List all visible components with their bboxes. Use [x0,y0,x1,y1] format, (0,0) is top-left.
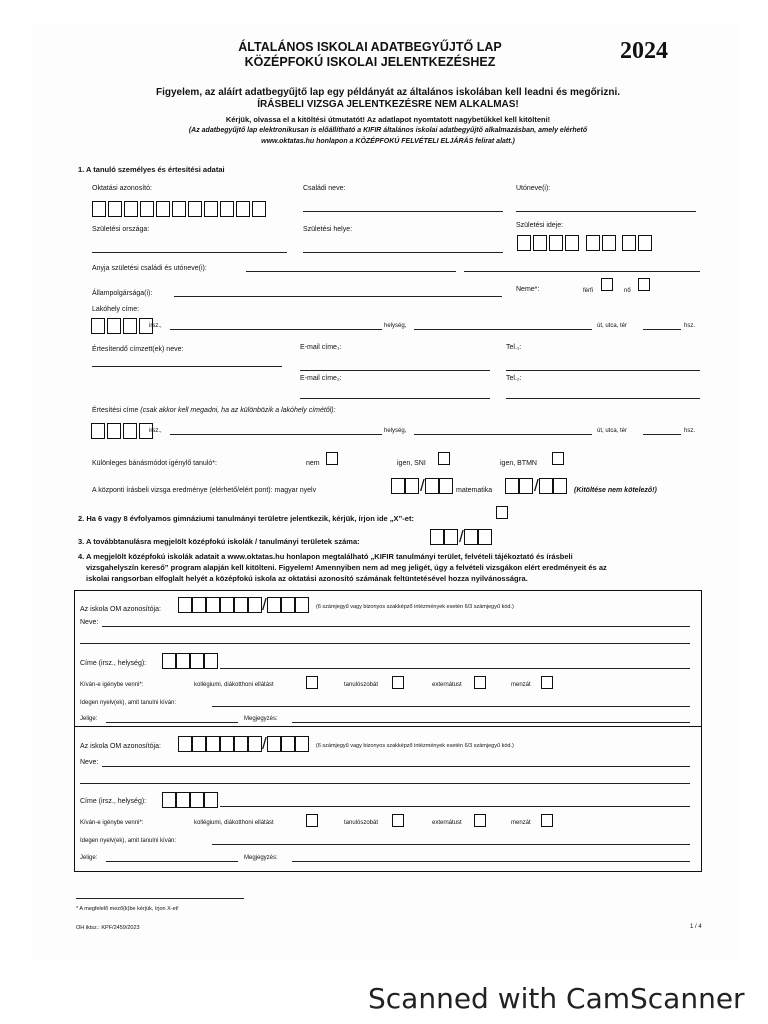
digit-box[interactable] [439,478,453,494]
ertesitesi-helyseg-field[interactable] [170,434,382,435]
digit-box[interactable] [267,736,281,752]
label-igen-sni: igen, SNI [397,460,426,467]
digit-box[interactable] [281,736,295,752]
school1-jelige-field[interactable] [106,722,238,723]
szuletesi-ideje-month[interactable] [586,235,616,251]
digit-box[interactable] [190,653,204,669]
school2-kollegium-checkbox[interactable] [306,814,318,827]
digit-box[interactable] [123,318,137,334]
digit-box[interactable] [162,653,176,669]
label-ertesitesi-cime [92,407,336,414]
ertesitesi-cime-note: (csak akkor kell megadni, ha az különbözik a lakóhely címétől): [140,407,336,414]
school1-tanuloszoba-checkbox[interactable] [392,676,404,689]
school2-helyseg-field[interactable] [220,806,690,807]
digit-box[interactable] [430,529,444,545]
digit-box[interactable] [204,201,218,217]
digit-box[interactable] [539,478,553,494]
warning-line1: Figyelem, az aláírt adatbegyűjtő lap egy példányát az általános iskolában kell leadni és megőrizni. [155,87,621,98]
digit-box[interactable] [252,201,266,217]
school2-idegen-label: Idegen nyelv(ek), amit tanulni kíván: [80,838,177,844]
digit-box[interactable] [505,478,519,494]
kitoltese-note: (Kitöltése nem kötelező!) [574,487,657,494]
digit-box[interactable] [234,736,248,752]
digit-box[interactable] [220,736,234,752]
digit-box[interactable] [549,235,563,251]
label-oktatasi-azonosito: Oktatási azonosító: [92,185,152,192]
digit-box[interactable] [123,423,137,439]
digit-box[interactable] [91,318,105,334]
digit-box[interactable] [464,529,478,545]
school2-idegen-field[interactable] [212,844,690,845]
matek-elert-boxes[interactable] [539,478,567,494]
label-kozponti: A központi írásbeli vizsga eredménye (elérhető/elért pont): magyar nyelv [92,487,317,494]
label-igen-btmn: igen, BTMN [500,460,537,467]
school1-menza-label: menzát [511,682,531,688]
electronic-note: (Az adatbegyűjtő lap elektronikusan is előállítható a KIFIR általános iskolai adatbegyűjtő alkalmazásban, amely elérhető [188,127,588,134]
camscanner-watermark: Scanned with CamScanner [368,982,745,1015]
section3-text: 3. A továbbtanulásra megjelölt középfokú iskolák / tanulmányi területek száma: [78,537,360,546]
school1-megjegyzes-label: Megjegyzés: [244,716,278,722]
label-no: nő [624,288,631,294]
school1-kollegium-label: kollégiumi, diákotthoni ellátást [194,682,274,688]
digit-box[interactable] [162,792,176,808]
document-id: OH iktsz.: KPF/2459/2023 [76,925,140,931]
school1-neve-label: Neve: [80,619,99,626]
digit-box[interactable] [295,736,309,752]
digit-box[interactable] [236,201,250,217]
igen-btmn-checkbox[interactable] [552,452,564,465]
label-irsz: irsz., [149,323,162,329]
instruction-note: Kérjük, olvassa el a kitöltési útmutatót! Az adatlapot nyomtatott nagybetűkkel kell kitölteni! [225,115,551,124]
school1-irsz-boxes[interactable] [162,653,218,669]
anyja-csaladi-field[interactable] [246,271,456,272]
school1-om-note: (6 számjegyű vagy bizonyos szakképző intézmények esetén 6/3 számjegyű kód.) [316,604,514,610]
school1-megjegyzes-field[interactable] [292,722,690,723]
school2-kollegium-label: kollégiumi, diákotthoni ellátást [194,820,274,826]
label-email1: E-mail címe₁: [300,344,342,351]
digit-box[interactable] [107,423,121,439]
gimnazium-checkbox[interactable] [496,506,508,519]
csaladi-neve-field[interactable] [303,211,503,212]
szuletesi-helye-field[interactable] [303,252,503,253]
no-checkbox[interactable] [638,278,650,291]
ertesitesi-utca-field[interactable] [414,434,592,435]
school2-neve-label: Neve: [80,759,99,766]
label-hsz: hsz. [684,323,696,329]
slash-separator: / [262,595,267,614]
school-table-frame [74,590,702,872]
digit-box[interactable] [622,235,636,251]
school2-kivan-label: Kíván-e igénybe venni*: [80,820,144,826]
lakohely-irsz-boxes[interactable] [91,318,153,334]
warning-line2: ÍRÁSBELI VIZSGA JELENTKEZÉSRE NEM ALKALMAS! [257,99,519,110]
igen-sni-checkbox[interactable] [438,452,450,465]
label-hsz-2: hsz. [684,428,696,434]
tel2-field[interactable] [506,398,700,399]
label-csaladi-neve: Családi neve: [303,185,346,192]
school2-neve-field-2[interactable] [80,783,690,784]
digit-box[interactable] [204,653,218,669]
slash-separator: / [420,476,425,495]
digit-box[interactable] [192,736,206,752]
digit-box[interactable] [107,318,121,334]
school2-tanuloszoba-label: tanulószobát [344,820,379,826]
school-separator [74,726,702,727]
ertesitesi-hsz-field[interactable] [643,434,681,435]
magyar-elert-boxes[interactable] [425,478,453,494]
digit-box[interactable] [172,201,186,217]
school2-jelige-label: Jelige: [80,855,98,861]
label-allampolgarsaga: Állampolgársága(i): [92,290,153,297]
digit-box[interactable] [92,201,106,217]
school1-externatus-checkbox[interactable] [474,676,486,689]
school1-helyseg-field[interactable] [220,668,690,669]
form-title-line1: ÁLTALÁNOS ISKOLAI ADATBEGYŰJTŐ LAP [238,40,502,54]
szuletesi-ideje-year[interactable] [517,235,579,251]
electronic-note-url: www.oktatas.hu honlapon a KÖZÉPFOKÚ FELVÉTELI ELJÁRÁS felirat alatt.) [261,138,515,145]
slash-separator: / [262,734,267,753]
digit-box[interactable] [602,235,616,251]
anyja-utoneve-field[interactable] [464,271,700,272]
footnote-text: * A megfelelő mező(k)be kérjük, írjon X-et! [76,906,179,912]
school2-irsz-boxes[interactable] [162,792,218,808]
digit-box[interactable] [176,792,190,808]
label-ferfi: férfi [583,288,594,294]
school1-om-label: Az iskola OM azonosítója: [80,606,161,613]
label-lakohely: Lakóhely címe: [92,306,140,313]
digit-box[interactable] [533,235,547,251]
school1-externatus-label: externátust [432,682,462,688]
digit-box[interactable] [553,478,567,494]
slash-separator: / [459,527,464,546]
digit-box[interactable] [220,201,234,217]
school1-neve-field[interactable] [102,626,690,627]
school2-om-label: Az iskola OM azonosítója: [80,743,161,750]
szuletesi-ideje-day[interactable] [622,235,652,251]
label-ut-utca-ter-2: út, utca, tér [597,428,628,434]
digit-box[interactable] [140,201,154,217]
school1-idegen-label: Idegen nyelv(ek), amit tanulni kíván: [80,700,177,706]
digit-box[interactable] [248,597,262,613]
digit-box[interactable] [281,597,295,613]
email1-field[interactable] [300,370,490,371]
ertesitendo-field[interactable] [92,366,282,367]
school2-externatus-checkbox[interactable] [474,814,486,827]
school1-neve-field-2[interactable] [80,643,690,644]
digit-box[interactable] [156,201,170,217]
label-tel1: Tel.₁: [506,344,522,351]
label-szuletesi-ideje: Születési ideje: [516,222,564,229]
label-nem: nem [306,460,320,467]
szuletesi-orszaga-field[interactable] [92,252,287,253]
school2-menza-label: menzát [511,820,531,826]
digit-box[interactable] [124,201,138,217]
school2-om-boxes[interactable] [178,736,262,752]
school2-externatus-label: externátust [432,820,462,826]
school1-kivan-label: Kíván-e igénybe venni*: [80,682,144,688]
label-email2: E-mail címe₂: [300,375,342,382]
label-ertesitendo: Értesítendő címzett(ek) neve: [92,346,184,353]
digit-box[interactable] [108,201,122,217]
label-matematika: matematika [456,487,493,494]
tel1-field[interactable] [506,370,700,371]
teruletek-szama-boxes[interactable] [464,529,492,545]
school2-tanuloszoba-checkbox[interactable] [392,814,404,827]
school1-idegen-field[interactable] [212,706,690,707]
digit-box[interactable] [220,597,234,613]
digit-box[interactable] [188,201,202,217]
school2-om-suffix-boxes[interactable] [267,736,309,752]
label-szuletesi-orszaga: Születési országa: [92,226,150,233]
digit-box[interactable] [638,235,652,251]
section1-heading: 1. A tanuló személyes és értesítési adatai [78,165,225,174]
digit-box[interactable] [192,597,206,613]
footnote-rule [76,898,244,899]
digit-box[interactable] [295,597,309,613]
school1-cime-label: Címe (irsz., helység): [80,660,147,667]
lakohely-field[interactable] [170,329,382,330]
digit-box[interactable] [478,529,492,545]
label-neme: Neme*: [516,286,540,293]
digit-box[interactable] [190,792,204,808]
school2-menza-checkbox[interactable] [541,814,553,827]
school2-neve-field[interactable] [102,766,690,767]
form-year: 2024 [620,38,668,64]
nem-checkbox[interactable] [326,452,338,465]
school1-kollegium-checkbox[interactable] [306,676,318,689]
section2-text: 2. Ha 6 vagy 8 évfolyamos gimnáziumi tanulmányi területre jelentkezik, kérjük, írjon ide „X”-et: [78,514,414,523]
label-utoneve: Utóneve(i): [516,185,551,192]
digit-box[interactable] [204,792,218,808]
label-tel2: Tel.₂: [506,375,522,382]
school2-megjegyzes-field[interactable] [292,861,690,862]
school1-om-boxes[interactable] [178,597,262,613]
school1-menza-checkbox[interactable] [541,676,553,689]
allampolgarsaga-field[interactable] [174,296,502,297]
label-szuletesi-helye: Születési helye: [303,226,353,233]
label-anyja: Anyja születési családi és utóneve(i): [92,265,207,272]
digit-box[interactable] [519,478,533,494]
school1-tanuloszoba-label: tanulószobát [344,682,379,688]
form-title-line2: KÖZÉPFOKÚ ISKOLAI JELENTKEZÉSHEZ [244,55,496,69]
digit-box[interactable] [391,478,405,494]
digit-box[interactable] [405,478,419,494]
lakohely-hsz-field[interactable] [643,329,681,330]
utoneve-field[interactable] [516,211,696,212]
digit-box[interactable] [444,529,458,545]
label-ut-utca-ter: út, utca, tér [597,323,628,329]
digit-box[interactable] [178,597,192,613]
iskolak-szama-boxes[interactable] [430,529,458,545]
digit-box[interactable] [517,235,531,251]
digit-box[interactable] [176,653,190,669]
ferfi-checkbox[interactable] [601,278,613,291]
digit-box[interactable] [565,235,579,251]
digit-box[interactable] [178,736,192,752]
ertesitesi-cime-text: Értesítési címe [92,407,139,414]
school1-om-suffix-boxes[interactable] [267,597,309,613]
ertesitesi-irsz-boxes[interactable] [91,423,153,439]
page-number: 1 / 4 [690,924,702,930]
school2-cime-label: Címe (irsz., helység): [80,798,147,805]
digit-box[interactable] [206,597,220,613]
digit-box[interactable] [234,597,248,613]
email2-field[interactable] [300,398,490,399]
slash-separator: / [534,476,539,495]
label-helyseg: helység, [384,323,407,329]
digit-box[interactable] [206,736,220,752]
school2-megjegyzes-label: Megjegyzés: [244,855,278,861]
label-irsz-2: irsz., [149,428,162,434]
matek-elerheto-boxes[interactable] [505,478,533,494]
lakohely-utca-field[interactable] [414,329,592,330]
label-kulonleges: Különleges bánásmódot igénylő tanuló*: [92,460,217,467]
section4-line3: iskolai rangsorban elfoglalt helyét a középfokú iskola az oktatási azonosító számának feltüntetésével hozza nyilvánosságra. [86,574,528,583]
section4-line2: vizsgahelyszín kereső” program alapján kell kitölteni. Figyelem! Amennyiben nem ad meg jeligét, úgy a felvételi vizsgákon elért eredményeit és az [86,563,607,572]
magyar-elerheto-boxes[interactable] [391,478,419,494]
digit-box[interactable] [425,478,439,494]
digit-box[interactable] [267,597,281,613]
label-helyseg-2: helység, [384,428,407,434]
school2-om-note: (6 számjegyű vagy bizonyos szakképző intézmények esetén 6/3 számjegyű kód.) [316,743,514,749]
section4-line1: 4. A megjelölt középfokú iskolák adatait a www.oktatas.hu honlapon megtalálható „KIFIR tanulmányi terület, felvételi tájékoztató és írásbeli [78,552,573,561]
oktatasi-azonosito-boxes[interactable] [92,201,266,217]
school2-jelige-field[interactable] [106,861,238,862]
digit-box[interactable] [91,423,105,439]
digit-box[interactable] [248,736,262,752]
digit-box[interactable] [586,235,600,251]
school1-jelige-label: Jelige: [80,716,98,722]
